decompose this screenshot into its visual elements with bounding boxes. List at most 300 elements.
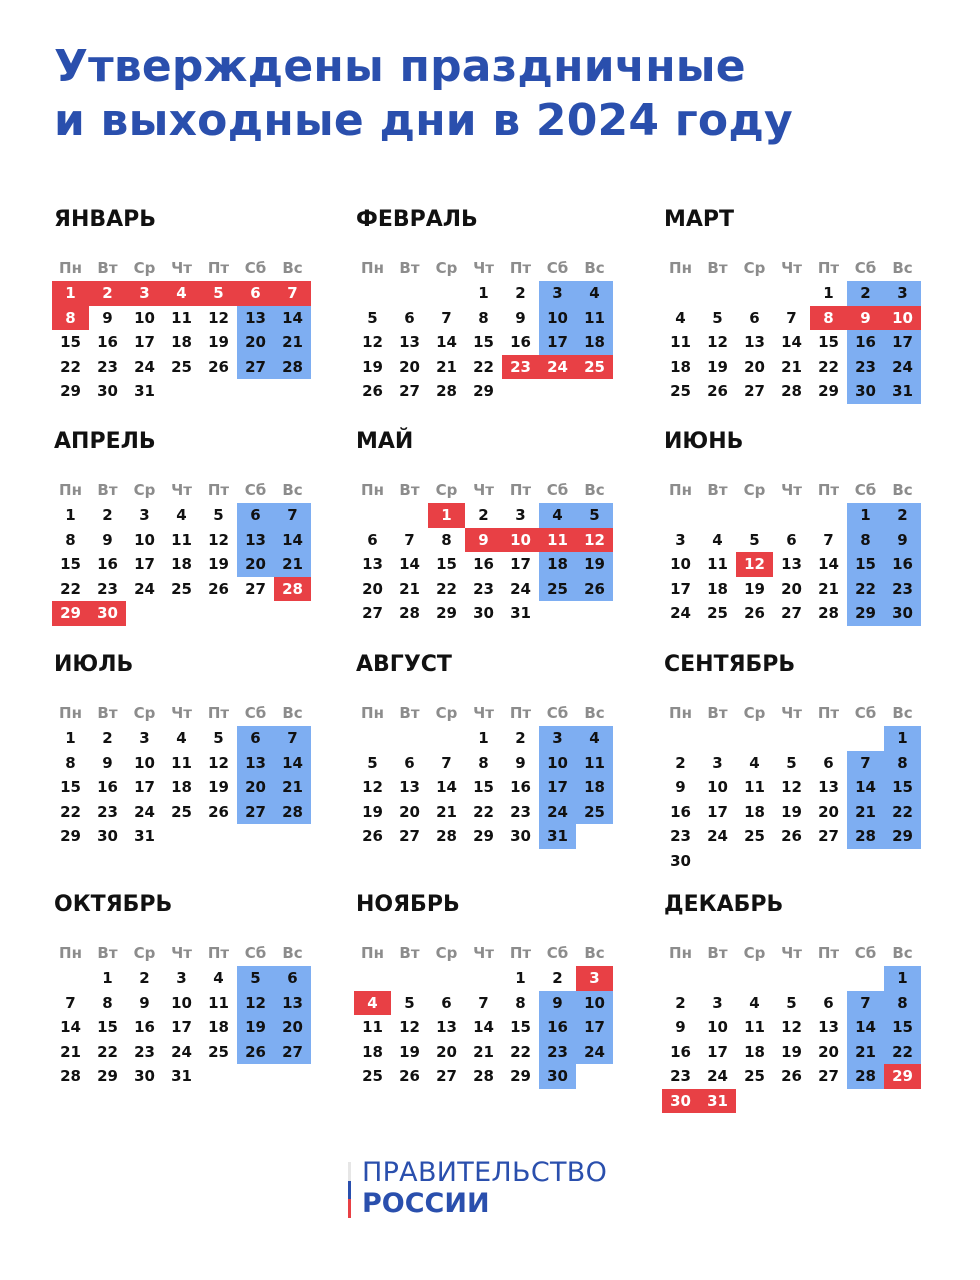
work-day: 2 bbox=[478, 506, 489, 524]
weekday-label: Чт bbox=[171, 259, 192, 277]
work-day: 30 bbox=[473, 604, 494, 622]
empty-cell bbox=[736, 281, 773, 306]
work-day: 29 bbox=[60, 827, 81, 845]
work-day: 28 bbox=[818, 604, 839, 622]
holiday-day: 29 bbox=[52, 601, 89, 626]
work-day: 23 bbox=[510, 802, 531, 821]
work-day: 14 bbox=[60, 1018, 81, 1036]
weekend-day: 15 bbox=[884, 1015, 921, 1040]
weekend-day: 10 bbox=[576, 991, 613, 1016]
weekend-day: 22 bbox=[884, 800, 921, 825]
weekday-label: Ср bbox=[743, 259, 766, 277]
work-day: 5 bbox=[712, 308, 723, 327]
work-day: 23 bbox=[473, 579, 494, 598]
work-day: 25 bbox=[744, 827, 765, 845]
holiday-day: 3 bbox=[576, 966, 613, 991]
work-day: 11 bbox=[171, 753, 192, 772]
work-day: 28 bbox=[473, 1067, 494, 1085]
work-day: 28 bbox=[781, 382, 802, 400]
weekday-header bbox=[354, 702, 614, 724]
work-day: 9 bbox=[102, 530, 113, 549]
work-day: 25 bbox=[670, 382, 691, 400]
work-day: 3 bbox=[675, 530, 686, 549]
work-day: 16 bbox=[97, 778, 118, 796]
day-grid bbox=[52, 281, 312, 404]
weekend-day: 25 bbox=[539, 577, 576, 602]
weekday-label: Сб bbox=[854, 259, 877, 277]
weekend-day: 5 bbox=[576, 503, 613, 528]
work-day: 16 bbox=[97, 555, 118, 573]
holiday-day: 23 bbox=[502, 355, 539, 380]
weekend-day: 10 bbox=[539, 751, 576, 776]
holiday-day: 1 bbox=[428, 503, 465, 528]
weekend-day: 26 bbox=[576, 577, 613, 602]
work-day: 7 bbox=[786, 308, 797, 327]
work-day: 29 bbox=[473, 827, 494, 845]
weekend-day: 17 bbox=[539, 330, 576, 355]
work-day: 23 bbox=[670, 827, 691, 845]
month-1 bbox=[52, 205, 312, 404]
work-day: 2 bbox=[139, 969, 150, 987]
work-day: 7 bbox=[441, 308, 452, 327]
work-day: 17 bbox=[134, 333, 155, 351]
work-day: 12 bbox=[208, 308, 229, 327]
weekend-day: 21 bbox=[274, 330, 311, 355]
weekend-day: 15 bbox=[884, 775, 921, 800]
weekday-label: Пн bbox=[59, 481, 82, 499]
weekday-label: Пн bbox=[361, 704, 384, 722]
work-day: 1 bbox=[65, 729, 76, 747]
work-day: 15 bbox=[60, 555, 81, 573]
work-day: 20 bbox=[818, 802, 839, 821]
work-day: 18 bbox=[362, 1042, 383, 1061]
work-day: 17 bbox=[171, 1018, 192, 1036]
work-day: 19 bbox=[362, 357, 383, 376]
work-day: 28 bbox=[436, 382, 457, 400]
weekday-label: Вс bbox=[584, 481, 605, 499]
work-day: 30 bbox=[510, 827, 531, 845]
holiday-day: 12 bbox=[736, 552, 773, 577]
month-name: МАЙ bbox=[356, 429, 414, 454]
work-day: 12 bbox=[707, 333, 728, 351]
weekday-label: Ср bbox=[435, 704, 458, 722]
work-day: 3 bbox=[139, 729, 150, 747]
month-name: ИЮНЬ bbox=[664, 429, 744, 454]
weekend-day: 17 bbox=[576, 1015, 613, 1040]
empty-cell bbox=[736, 726, 773, 751]
empty-cell bbox=[662, 726, 699, 751]
work-day: 1 bbox=[102, 969, 113, 987]
work-day: 12 bbox=[781, 1018, 802, 1036]
work-day: 15 bbox=[510, 1018, 531, 1036]
work-day: 9 bbox=[102, 308, 113, 327]
work-day: 20 bbox=[362, 579, 383, 598]
weekend-day: 22 bbox=[847, 577, 884, 602]
work-day: 21 bbox=[781, 357, 802, 376]
work-day: 28 bbox=[399, 604, 420, 622]
work-day: 20 bbox=[399, 802, 420, 821]
month-6 bbox=[662, 427, 922, 626]
work-day: 24 bbox=[510, 579, 531, 598]
work-day: 8 bbox=[478, 308, 489, 327]
weekend-day: 5 bbox=[237, 966, 274, 991]
work-day: 1 bbox=[478, 729, 489, 747]
weekday-label: Ср bbox=[435, 481, 458, 499]
work-day: 8 bbox=[515, 993, 526, 1012]
work-day: 26 bbox=[208, 579, 229, 598]
work-day: 10 bbox=[707, 778, 728, 796]
work-day: 30 bbox=[97, 827, 118, 845]
weekday-label: Вс bbox=[892, 259, 913, 277]
work-day: 18 bbox=[707, 579, 728, 598]
work-day: 20 bbox=[818, 1042, 839, 1061]
work-day: 17 bbox=[707, 1042, 728, 1061]
weekday-label: Чт bbox=[781, 259, 802, 277]
weekend-day: 16 bbox=[539, 1015, 576, 1040]
work-day: 19 bbox=[362, 802, 383, 821]
logo-line-2: РОССИИ bbox=[362, 1188, 490, 1219]
work-day: 14 bbox=[436, 333, 457, 351]
work-day: 24 bbox=[670, 604, 691, 622]
work-day: 24 bbox=[134, 357, 155, 376]
weekend-day: 16 bbox=[884, 552, 921, 577]
weekend-day: 2 bbox=[847, 281, 884, 306]
weekend-day: 8 bbox=[884, 991, 921, 1016]
work-day: 2 bbox=[675, 753, 686, 772]
work-day: 23 bbox=[670, 1067, 691, 1085]
work-day: 1 bbox=[478, 284, 489, 302]
day-grid bbox=[354, 726, 614, 849]
work-day: 4 bbox=[176, 506, 187, 524]
weekend-day: 14 bbox=[274, 306, 311, 331]
work-day: 18 bbox=[171, 555, 192, 573]
weekend-day: 30 bbox=[884, 601, 921, 626]
weekday-label: Вт bbox=[399, 481, 420, 499]
month-name: ДЕКАБРЬ bbox=[664, 892, 784, 917]
empty-cell bbox=[773, 281, 810, 306]
weekend-day: 24 bbox=[884, 355, 921, 380]
work-day: 20 bbox=[744, 357, 765, 376]
weekend-day: 1 bbox=[884, 726, 921, 751]
day-grid bbox=[52, 966, 312, 1089]
empty-cell bbox=[773, 503, 810, 528]
day-grid bbox=[662, 726, 922, 873]
weekday-label: Вт bbox=[707, 704, 728, 722]
holiday-day: 8 bbox=[52, 306, 89, 331]
work-day: 25 bbox=[707, 604, 728, 622]
work-day: 29 bbox=[510, 1067, 531, 1085]
page-title bbox=[54, 40, 793, 148]
weekend-day: 26 bbox=[237, 1040, 274, 1065]
work-day: 25 bbox=[208, 1042, 229, 1061]
weekend-day: 13 bbox=[237, 306, 274, 331]
work-day: 3 bbox=[176, 969, 187, 987]
weekend-day: 1 bbox=[847, 503, 884, 528]
weekend-day: 27 bbox=[237, 355, 274, 380]
weekday-label: Пн bbox=[669, 259, 692, 277]
month-9 bbox=[662, 650, 922, 873]
work-day: 8 bbox=[65, 530, 76, 549]
weekend-day: 17 bbox=[539, 775, 576, 800]
work-day: 1 bbox=[515, 969, 526, 987]
day-grid bbox=[354, 281, 614, 404]
holiday-day: 1 bbox=[52, 281, 89, 306]
weekday-label: Пт bbox=[207, 259, 230, 277]
work-day: 19 bbox=[208, 333, 229, 351]
work-day: 7 bbox=[404, 530, 415, 549]
work-day: 4 bbox=[749, 993, 760, 1012]
holiday-day: 6 bbox=[237, 281, 274, 306]
holiday-day: 30 bbox=[662, 1089, 699, 1114]
weekday-label: Пт bbox=[207, 704, 230, 722]
weekday-label: Пн bbox=[59, 704, 82, 722]
weekend-day: 1 bbox=[884, 966, 921, 991]
weekend-day: 23 bbox=[847, 355, 884, 380]
empty-cell bbox=[699, 281, 736, 306]
holiday-day: 3 bbox=[126, 281, 163, 306]
empty-cell bbox=[810, 966, 847, 991]
weekend-day: 12 bbox=[237, 991, 274, 1016]
work-day: 29 bbox=[60, 382, 81, 400]
empty-cell bbox=[662, 503, 699, 528]
month-4 bbox=[52, 427, 312, 626]
weekend-day: 18 bbox=[539, 552, 576, 577]
weekday-label: Ср bbox=[133, 481, 156, 499]
weekend-day: 27 bbox=[274, 1040, 311, 1065]
work-day: 9 bbox=[515, 308, 526, 327]
weekend-day: 28 bbox=[847, 1064, 884, 1089]
weekday-label: Вт bbox=[707, 944, 728, 962]
work-day: 23 bbox=[97, 802, 118, 821]
weekend-day: 7 bbox=[274, 726, 311, 751]
month-name: СЕНТЯБРЬ bbox=[664, 652, 796, 677]
work-day: 26 bbox=[399, 1067, 420, 1085]
work-day: 21 bbox=[473, 1042, 494, 1061]
weekday-label: Ср bbox=[743, 481, 766, 499]
weekday-label: Сб bbox=[244, 259, 267, 277]
work-day: 13 bbox=[818, 1018, 839, 1036]
holiday-day: 10 bbox=[502, 528, 539, 553]
work-day: 15 bbox=[97, 1018, 118, 1036]
weekday-label: Сб bbox=[546, 259, 569, 277]
work-day: 19 bbox=[781, 1042, 802, 1061]
weekday-label: Чт bbox=[473, 704, 494, 722]
work-day: 6 bbox=[786, 530, 797, 549]
month-3 bbox=[662, 205, 922, 404]
day-grid bbox=[52, 726, 312, 849]
work-day: 11 bbox=[208, 993, 229, 1012]
weekend-day: 21 bbox=[847, 1040, 884, 1065]
work-day: 31 bbox=[134, 827, 155, 845]
work-day: 10 bbox=[134, 753, 155, 772]
empty-cell bbox=[810, 503, 847, 528]
empty-cell bbox=[699, 966, 736, 991]
work-day: 2 bbox=[102, 729, 113, 747]
work-day: 12 bbox=[362, 778, 383, 796]
empty-cell bbox=[428, 966, 465, 991]
weekday-label: Вт bbox=[97, 259, 118, 277]
work-day: 15 bbox=[436, 555, 457, 573]
work-day: 5 bbox=[786, 993, 797, 1012]
weekday-label: Вт bbox=[399, 704, 420, 722]
holiday-day: 8 bbox=[810, 306, 847, 331]
weekend-day: 10 bbox=[539, 306, 576, 331]
work-day: 7 bbox=[823, 530, 834, 549]
weekend-day: 27 bbox=[237, 800, 274, 825]
month-7 bbox=[52, 650, 312, 849]
month-name: ЯНВАРЬ bbox=[54, 207, 157, 232]
work-day: 12 bbox=[208, 530, 229, 549]
weekend-day: 6 bbox=[237, 503, 274, 528]
holiday-day: 28 bbox=[274, 577, 311, 602]
weekend-day: 24 bbox=[576, 1040, 613, 1065]
month-name: НОЯБРЬ bbox=[356, 892, 460, 917]
weekend-day: 7 bbox=[274, 503, 311, 528]
work-day: 29 bbox=[473, 382, 494, 400]
weekend-day: 20 bbox=[274, 1015, 311, 1040]
empty-cell bbox=[699, 503, 736, 528]
work-day: 16 bbox=[510, 333, 531, 351]
empty-cell bbox=[847, 966, 884, 991]
work-day: 26 bbox=[744, 604, 765, 622]
weekend-day: 6 bbox=[237, 726, 274, 751]
weekend-day: 11 bbox=[576, 306, 613, 331]
empty-cell bbox=[428, 281, 465, 306]
weekend-day: 3 bbox=[884, 281, 921, 306]
weekday-label: Сб bbox=[854, 481, 877, 499]
weekend-day: 9 bbox=[539, 991, 576, 1016]
work-day: 27 bbox=[362, 604, 383, 622]
weekday-header bbox=[52, 479, 312, 501]
empty-cell bbox=[465, 966, 502, 991]
weekend-day: 22 bbox=[884, 1040, 921, 1065]
work-day: 26 bbox=[362, 382, 383, 400]
work-day: 30 bbox=[134, 1067, 155, 1085]
government-logo bbox=[348, 1158, 607, 1218]
weekday-header bbox=[52, 702, 312, 724]
holiday-day: 4 bbox=[163, 281, 200, 306]
work-day: 19 bbox=[781, 802, 802, 821]
weekday-label: Вт bbox=[97, 944, 118, 962]
work-day: 8 bbox=[441, 530, 452, 549]
work-day: 5 bbox=[786, 753, 797, 772]
work-day: 14 bbox=[436, 778, 457, 796]
empty-cell bbox=[52, 966, 89, 991]
work-day: 31 bbox=[171, 1067, 192, 1085]
weekday-header bbox=[662, 942, 922, 964]
weekday-label: Вт bbox=[97, 704, 118, 722]
weekday-label: Вс bbox=[892, 944, 913, 962]
empty-cell bbox=[354, 503, 391, 528]
weekend-day: 13 bbox=[237, 751, 274, 776]
weekday-label: Пт bbox=[817, 481, 840, 499]
weekday-label: Пн bbox=[59, 944, 82, 962]
empty-cell bbox=[736, 966, 773, 991]
weekday-label: Чт bbox=[171, 704, 192, 722]
weekend-day: 7 bbox=[847, 991, 884, 1016]
weekday-label: Сб bbox=[854, 704, 877, 722]
holiday-day: 30 bbox=[89, 601, 126, 626]
work-day: 6 bbox=[367, 530, 378, 549]
weekend-day: 28 bbox=[274, 800, 311, 825]
empty-cell bbox=[773, 726, 810, 751]
empty-cell bbox=[773, 966, 810, 991]
work-day: 22 bbox=[60, 357, 81, 376]
work-day: 17 bbox=[134, 555, 155, 573]
month-name: МАРТ bbox=[664, 207, 735, 232]
work-day: 24 bbox=[171, 1042, 192, 1061]
weekday-label: Ср bbox=[743, 944, 766, 962]
title-line-2: и выходные дни в 2024 году bbox=[54, 95, 793, 146]
holiday-day: 9 bbox=[847, 306, 884, 331]
work-day: 8 bbox=[65, 753, 76, 772]
work-day: 28 bbox=[436, 827, 457, 845]
weekday-label: Вт bbox=[399, 259, 420, 277]
work-day: 21 bbox=[60, 1042, 81, 1061]
day-grid bbox=[354, 503, 614, 626]
work-day: 30 bbox=[97, 382, 118, 400]
weekend-day: 14 bbox=[274, 528, 311, 553]
work-day: 24 bbox=[134, 802, 155, 821]
work-day: 13 bbox=[436, 1018, 457, 1036]
weekday-label: Пт bbox=[817, 259, 840, 277]
empty-cell bbox=[391, 726, 428, 751]
work-day: 14 bbox=[781, 333, 802, 351]
work-day: 13 bbox=[818, 778, 839, 796]
day-grid bbox=[662, 503, 922, 626]
work-day: 19 bbox=[208, 778, 229, 796]
logo-line-1: ПРАВИТЕЛЬСТВО bbox=[362, 1157, 608, 1188]
work-day: 18 bbox=[208, 1018, 229, 1036]
holiday-day: 7 bbox=[274, 281, 311, 306]
work-day: 14 bbox=[399, 555, 420, 573]
weekday-label: Сб bbox=[244, 944, 267, 962]
work-day: 22 bbox=[473, 357, 494, 376]
work-day: 27 bbox=[818, 1067, 839, 1085]
weekend-day: 28 bbox=[847, 824, 884, 849]
weekday-label: Ср bbox=[133, 259, 156, 277]
holiday-day: 12 bbox=[576, 528, 613, 553]
weekday-label: Чт bbox=[171, 481, 192, 499]
work-day: 3 bbox=[139, 506, 150, 524]
weekday-label: Чт bbox=[781, 481, 802, 499]
weekday-header bbox=[354, 257, 614, 279]
work-day: 6 bbox=[823, 753, 834, 772]
work-day: 10 bbox=[134, 530, 155, 549]
work-day: 11 bbox=[744, 778, 765, 796]
work-day: 20 bbox=[781, 579, 802, 598]
work-day: 25 bbox=[171, 802, 192, 821]
weekday-label: Вс bbox=[584, 944, 605, 962]
weekday-label: Сб bbox=[244, 704, 267, 722]
day-grid bbox=[662, 281, 922, 404]
work-day: 7 bbox=[65, 993, 76, 1012]
work-day: 11 bbox=[362, 1018, 383, 1036]
month-2 bbox=[354, 205, 614, 404]
day-grid bbox=[52, 503, 312, 626]
weekend-day: 19 bbox=[576, 552, 613, 577]
work-day: 29 bbox=[818, 382, 839, 400]
weekend-day: 11 bbox=[576, 751, 613, 776]
month-name: АВГУСТ bbox=[356, 652, 452, 677]
work-day: 24 bbox=[707, 827, 728, 845]
russian-flag-icon bbox=[348, 1162, 351, 1218]
work-day: 22 bbox=[473, 802, 494, 821]
work-day: 20 bbox=[399, 357, 420, 376]
weekday-label: Вс bbox=[282, 944, 303, 962]
work-day: 15 bbox=[473, 333, 494, 351]
weekday-header bbox=[354, 942, 614, 964]
